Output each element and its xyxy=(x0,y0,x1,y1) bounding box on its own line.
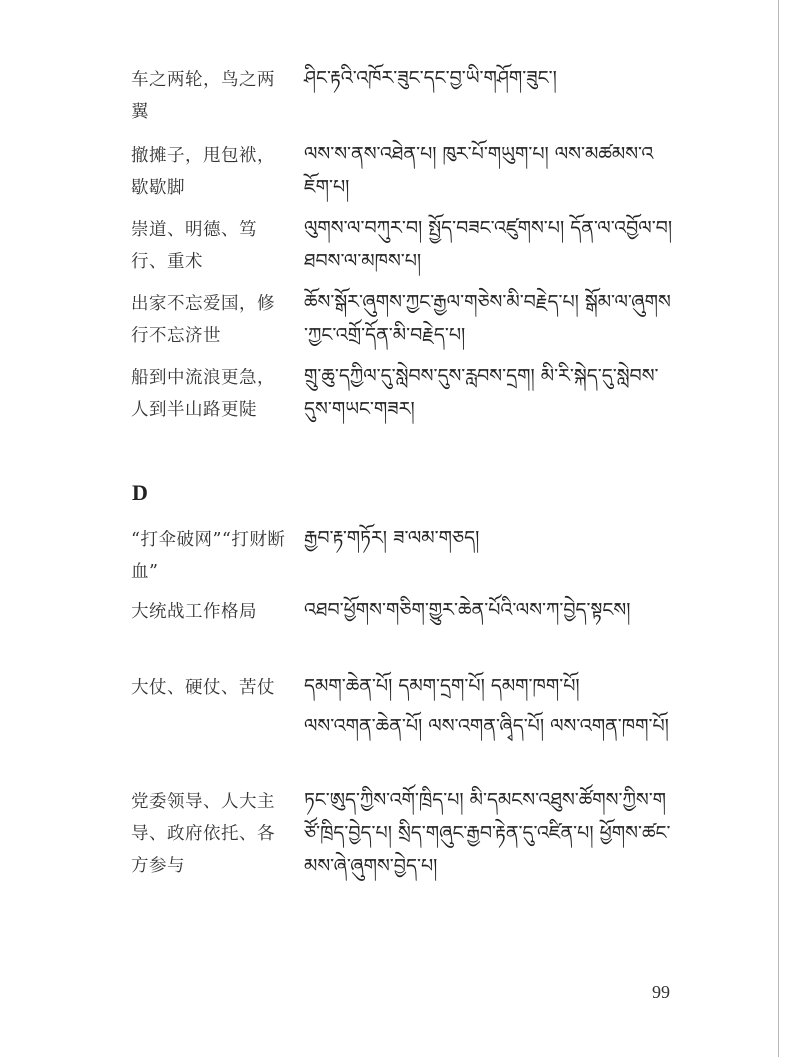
tibetan-translation: ལས་འགན་ཆེན་པོ། ལས་འགན་ཞྭིད་པོ། ལས་འགན་ཁག་པོ། xyxy=(304,715,669,737)
chinese-term: 撤摊子，甩包袱，歇歇脚 xyxy=(131,146,275,198)
page-edge-rule xyxy=(778,0,779,1057)
tibetan-translation: ཆོས་སྒོར་ཞུགས་ཀྱང་རྒྱལ་གཅེས་མི་བརྗེད་པ། སྒོམ་ལ་ཞུགས་ཀྱང་འགྲོ་དོན་མི་བརྗེད་པ། xyxy=(304,291,671,346)
tibetan-translation: ལུགས་ལ་བཀུར་བ། སྤྱོད་བཟང་འཛུགས་པ། དོན་ལ་འབྱོལ་བ། ཐབས་ལ་མཁས་པ། xyxy=(304,217,673,272)
tibetan-translation: དམག་ཆེན་པོ། དམག་དྲག་པོ། དམག་ཁག་པོ། xyxy=(304,675,580,697)
chinese-term: 大仗、硬仗、苦仗 xyxy=(131,678,275,698)
chinese-term: “打伞破网”“打财断血” xyxy=(131,530,286,582)
chinese-term: 崇道、明德、笃行、重术 xyxy=(131,220,257,272)
chinese-term: 出家不忘爱国，修行不忘济世 xyxy=(131,294,275,346)
tibetan-translation: ལས་ས་ནས་འཐེན་པ། ཁུར་པོ་གཡུག་པ། ལས་མཚམས་འཇོག་པ། xyxy=(304,143,654,198)
chinese-term: 大统战工作格局 xyxy=(131,602,257,622)
tibetan-translation: འཐབ་ཕྱོགས་གཅིག་གྱུར་ཆེན་པོའི་ལས་ཀ་བྱེད་སྟངས། xyxy=(304,599,631,621)
section-heading: D xyxy=(132,480,148,505)
tibetan-translation: ཏང་ཨུད་ཀྱིས་འགོ་ཁྲིད་པ། མི་དམངས་འཐུས་ཚོགས་ཀྱིས་གཙོ་ཁྲིད་བྱེད་པ། སྲིད་གཞུང་རྒྱབ་རྟེན་དུ་འཛིན་པ། ཕྱོགས་ཚང་མས་ཞེ་ཞུགས་བྱེད་པ། xyxy=(304,789,671,877)
tibetan-translation: ཤིང་རྟའི་འཁོར་ཟུང་དང་བྱ་ཡི་གཤོག་ཟུང་། xyxy=(304,67,557,89)
page-number: 99 xyxy=(652,982,670,1002)
chinese-term: 船到中流浪更急，人到半山路更陡 xyxy=(131,368,275,420)
tibetan-translation: གྲུ་ཆུ་དཀྱིལ་དུ་སླེབས་དུས་རླབས་དྲག། མི་རི་སྐེད་དུ་སླེབས་དུས་གཡང་གཟར། xyxy=(304,365,659,420)
tibetan-translation: རྒྱབ་རྟ་གཏོར། ཟ་ལམ་གཅད། xyxy=(304,527,480,549)
chinese-term: 车之两轮，鸟之两翼 xyxy=(131,70,275,122)
chinese-term: 党委领导、人大主导、政府依托、各方参与 xyxy=(131,792,275,876)
